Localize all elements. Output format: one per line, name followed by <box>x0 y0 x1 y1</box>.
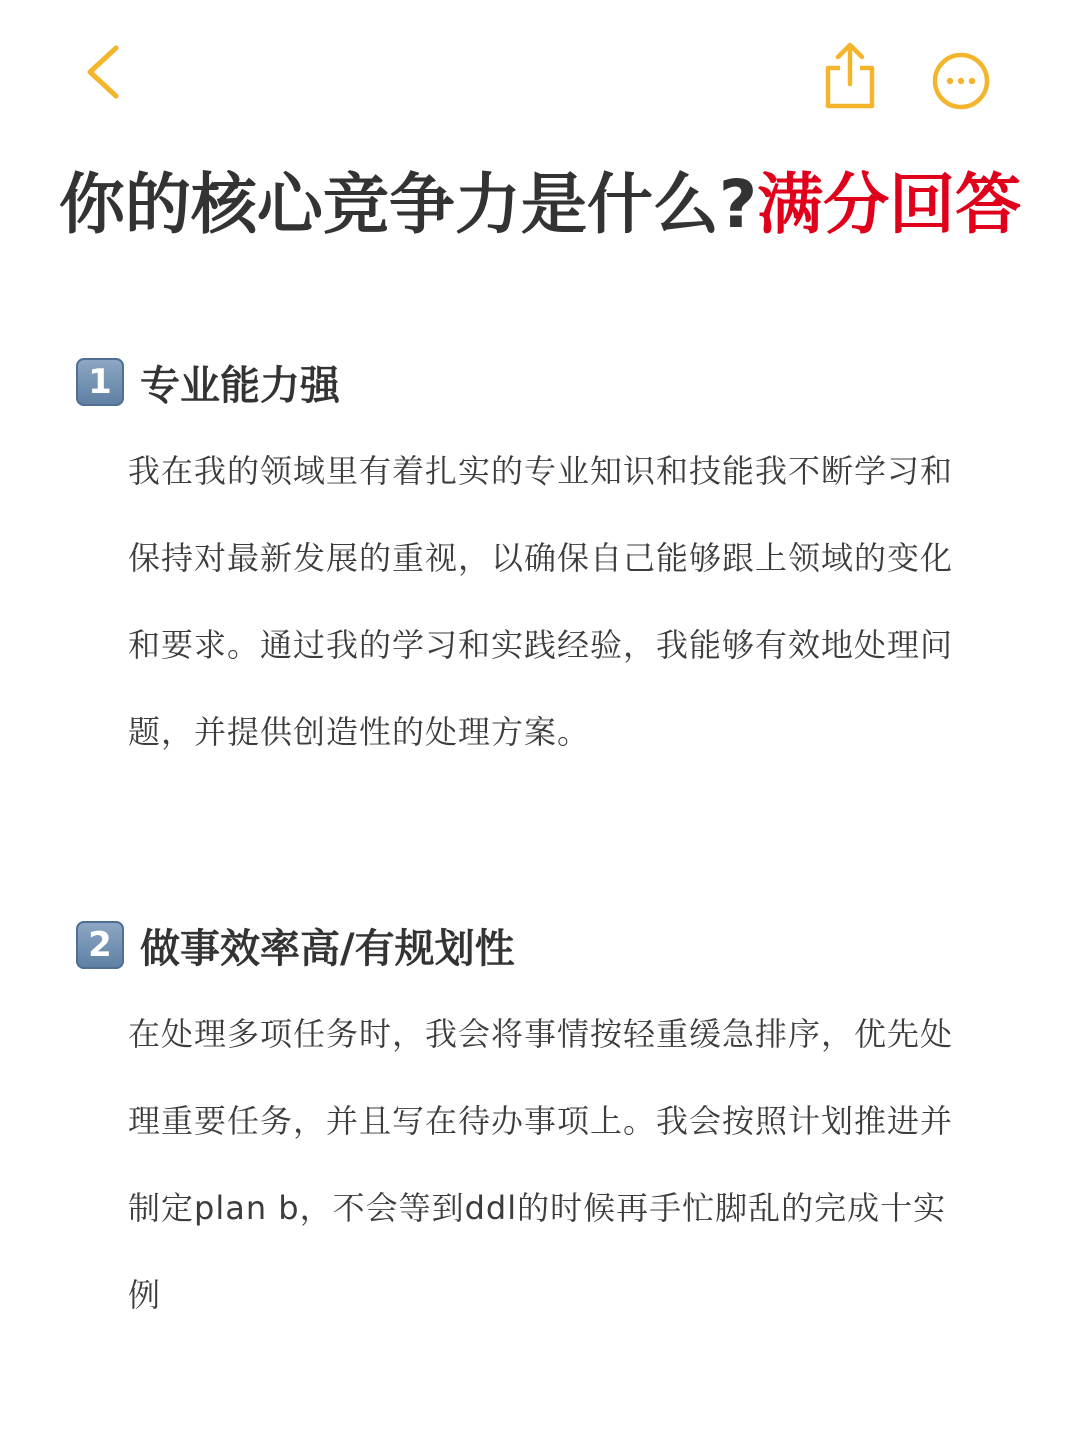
section-heading-2 <box>76 915 515 975</box>
title-main: 你的核心竞争力是什么? <box>58 166 758 243</box>
section-body-1: 我在我的领域里有着扎实的专业知识和技能我不断学习和保持对最新发展的重视，以确保自己能够跟上领域的变化和要求。通过我的学习和实践经验，我能够有效地处理问题，并提供创造性的处理方案。 <box>128 452 954 751</box>
share-icon[interactable] <box>818 40 882 112</box>
section-title: 做事效率高/有规划性 <box>140 925 515 972</box>
page-title <box>0 160 1080 250</box>
section-body-2: 在处理多项任务时，我会将事情按轻重缓急排序，优先处理重要任务，并且写在待办事项上。我会按照计划推进并制定plan b，不会等到ddl的时候再手忙脚乱的完成十实例 <box>128 1015 954 1314</box>
more-icon[interactable] <box>928 48 994 114</box>
chevron-left-icon[interactable] <box>78 40 132 104</box>
number-badge: 1 <box>76 358 124 406</box>
title-highlight: 满分回答 <box>757 166 1022 243</box>
top-bar <box>0 0 1080 150</box>
section-title: 专业能力强 <box>140 362 340 409</box>
section-heading-1 <box>76 352 340 412</box>
number-badge: 2 <box>76 921 124 969</box>
